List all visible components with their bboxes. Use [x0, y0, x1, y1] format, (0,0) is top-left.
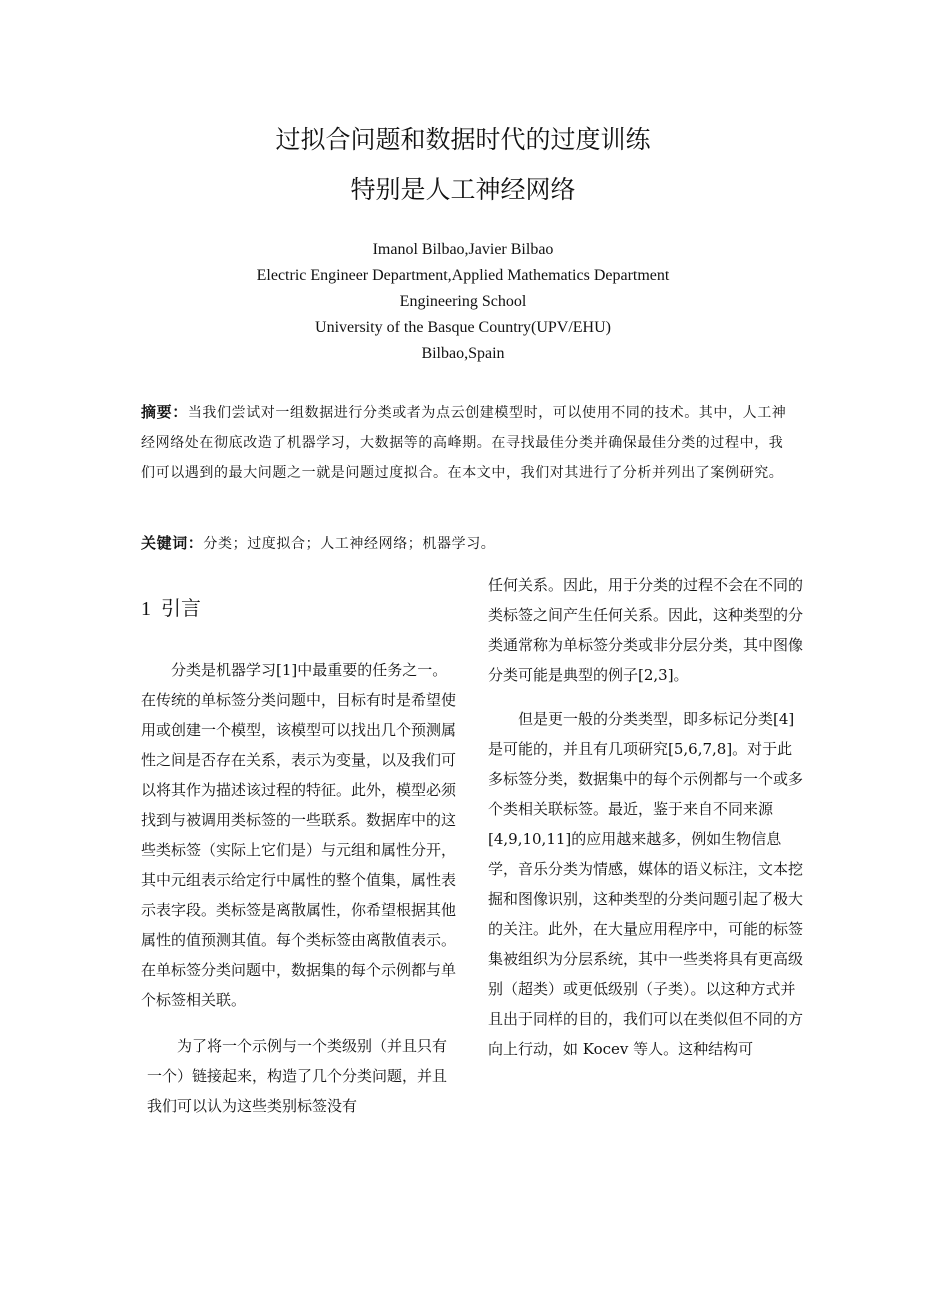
paper-title-line2: 特别是人工神经网络	[350, 175, 576, 204]
left-column	[141, 655, 456, 1121]
author-names: Imanol Bilbao,Javier Bilbao	[372, 241, 554, 258]
author-location: Bilbao,Spain	[421, 345, 505, 362]
paragraph: 任何关系。因此，用于分类的过程不会在不同的类标签之间产生任何关系。因此，这种类型的分类通常称为单标签分类或非分层分类，其中图像分类可能是典型的例子[2,3]。	[488, 576, 804, 684]
keywords-text: 分类；过度拟合；人工神经网络；机器学习。	[203, 536, 496, 552]
abstract	[141, 397, 791, 488]
author-block	[0, 237, 926, 367]
paragraph: 为了将一个示例与一个类级别（并且只有一个）链接起来，构造了几个分类问题，并且我们可以认为这些类别标签没有	[147, 1037, 448, 1115]
keywords	[141, 530, 791, 557]
paragraph: 分类是机器学习[1]中最重要的任务之一。在传统的单标签分类问题中，目标有时是希望使用或创建一个模型，该模型可以找出几个预测属性之间是否存在关系，表示为变量，以及我们可以将其作为描述该过程的特征。此外，模型必须找到与被调用类标签的一些联系。数据库中的这些类标签（实际上它们是）与元组和属性分开，其中元组表示给定行中属性的整个值集，属性表示表字段。类标签是离散属性，你希望根据其他属性的值预测其值。每个类标签由离散值表示。在单标签分类问题中，数据集的每个示例都与单个标签相关联。	[141, 661, 457, 1009]
paragraph: 但是更一般的分类类型，即多标记分类[4]是可能的，并且有几项研究[5,6,7,8]。对于此多标签分类，数据集中的每个示例都与一个或多个类相关联标签。最近，鉴于来自不同来源[4,9,10,11]的应用越来越多，例如生物信息学，音乐分类为情感，媒体的语义标注，文本挖掘和图像识别，这种类型的分类问题引起了极大的关注。此外，在大量应用程序中，可能的标签集被组织为分层系统，其中一些类将具有更高级别（超类）或更低级别（子类）。以这种方式并且出于同样的目的，我们可以在类似但不同的方向上行动，如 Kocev 等人。这种结构可	[488, 710, 804, 1058]
paper-title-line1: 过拟合问题和数据时代的过度训练	[275, 125, 651, 154]
author-university: University of the Basque Country(UPV/EHU)	[315, 319, 611, 336]
keywords-label: 关键词：	[141, 534, 204, 552]
abstract-label: 摘要：	[141, 403, 188, 421]
section-title: 引言	[161, 596, 201, 620]
author-department: Electric Engineer Department,Applied Mathematics Department	[256, 267, 670, 284]
right-column	[488, 570, 806, 1064]
author-school: Engineering School	[399, 293, 527, 310]
section-number: 1	[141, 598, 151, 620]
section-heading	[141, 592, 201, 621]
abstract-text: 当我们尝试对一组数据进行分类或者为点云创建模型时，可以使用不同的技术。其中，人工神经网络处在彻底改造了机器学习，大数据等的高峰期。在寻找最佳分类并确保最佳分类的过程中，我们可以遇到的最大问题之一就是问题过度拟合。在本文中，我们对其进行了分析并列出了案例研究。	[141, 405, 787, 481]
